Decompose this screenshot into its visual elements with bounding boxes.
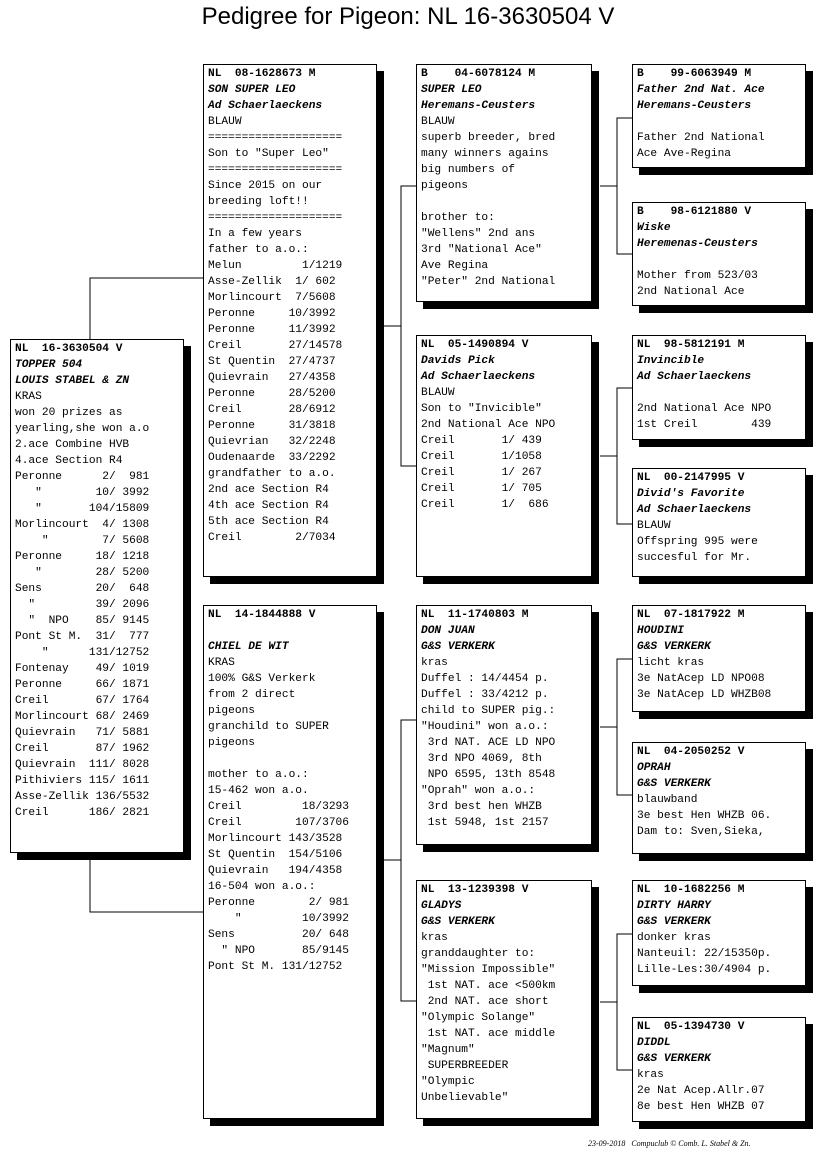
info-line: Creil 2/7034 <box>208 532 336 544</box>
info-line: Creil 1/ 686 <box>421 499 549 511</box>
info-line: donker kras <box>637 932 711 944</box>
pigeon-name: HOUDINI <box>637 625 684 637</box>
info-line: grandfather to a.o. <box>208 468 336 480</box>
info-line: Asse-Zellik 136/5532 <box>15 791 150 803</box>
breeder-name: G&S VERKERK <box>421 916 495 928</box>
info-line: granchild to SUPER <box>208 721 329 733</box>
info-line: 4th ace Section R4 <box>208 500 329 512</box>
ring-number: NL 10-1682256 M <box>637 884 745 896</box>
pigeon-card-dam-dam <box>416 880 592 1119</box>
ring-number: NL 07-1817922 M <box>637 609 745 621</box>
breeder-name: Heremans-Ceusters <box>421 100 536 112</box>
ring-number: NL 13-1239398 V <box>421 884 529 896</box>
info-line: Pithiviers 115/ 1611 <box>15 775 150 787</box>
info-line: Unbelievable" <box>421 1092 509 1104</box>
info-line: Peronne 18/ 1218 <box>15 551 150 563</box>
info-line: 1st NAT. ace middle <box>421 1028 556 1040</box>
info-line: "Magnum" <box>421 1044 475 1056</box>
ring-number: NL 05-1490894 V <box>421 339 529 351</box>
info-line: father to a.o.: <box>208 244 309 256</box>
pigeon-card-sds <box>632 335 806 440</box>
info-line: Mother from 523/03 <box>637 270 758 282</box>
pigeon-card-sire <box>203 64 377 577</box>
info-line: 2nd NAT. ace short <box>421 996 549 1008</box>
info-line: kras <box>421 657 448 669</box>
info-line <box>637 114 801 130</box>
info-line: Dam to: Sven,Sieka, <box>637 826 765 838</box>
info-line <box>208 751 372 767</box>
info-line: yearling,she won a.o <box>15 423 150 435</box>
info-line: Melun 1/1219 <box>208 260 343 272</box>
page-title: Pedigree for Pigeon: NL 16-3630504 V <box>201 3 615 30</box>
pigeon-card-subject <box>10 339 184 853</box>
info-line: 2nd National Ace NPO <box>421 419 556 431</box>
info-line: 2nd National Ace <box>637 286 745 298</box>
info-line: Peronne 2/ 981 <box>208 897 349 909</box>
info-line: Sens 20/ 648 <box>208 929 349 941</box>
info-line: Creil 1/ 705 <box>421 483 542 495</box>
ring-number: NL 98-5812191 M <box>637 339 745 351</box>
info-line: Quievrain 194/4358 <box>208 865 343 877</box>
pigeon-card-ddd <box>632 1017 806 1122</box>
ring-number: B 04-6078124 M <box>421 68 536 80</box>
info-line: breeding loft!! <box>208 196 309 208</box>
breeder-name: LOUIS STABEL & ZN <box>15 375 130 387</box>
info-line: Morlincourt 68/ 2469 <box>15 711 150 723</box>
info-line: 3e best Hen WHZB 06. <box>637 810 772 822</box>
pigeon-name: SUPER LEO <box>421 84 482 96</box>
info-line: "Peter" 2nd National <box>421 276 556 288</box>
pigeon-name: Davids Pick <box>421 355 495 367</box>
info-line: superb breeder, bred <box>421 132 556 144</box>
info-line: Sens 20/ 648 <box>15 583 150 595</box>
info-line: 3rd best hen WHZB <box>421 801 542 813</box>
info-line: Quievrian 32/2248 <box>208 436 336 448</box>
info-line: Offspring 995 were <box>637 536 758 548</box>
info-line: 3rd NPO 4069, 8th <box>421 753 542 765</box>
info-line: "Houdini" won a.o.: <box>421 721 549 733</box>
info-line: Creil 28/6912 <box>208 404 336 416</box>
info-line: St Quentin 154/5106 <box>208 849 343 861</box>
info-line: "Wellens" 2nd ans <box>421 228 536 240</box>
info-line <box>637 385 801 401</box>
info-line: " 10/3992 <box>208 913 349 925</box>
info-line: "Olympic <box>421 1076 475 1088</box>
info-line: 3rd NAT. ACE LD NPO <box>421 737 556 749</box>
pigeon-name: Father 2nd Nat. Ace <box>637 84 765 96</box>
info-line: child to SUPER pig.: <box>421 705 556 717</box>
info-line: Creil 27/14578 <box>208 340 343 352</box>
info-line: granddaughter to: <box>421 948 536 960</box>
info-line: Creil 1/1058 <box>421 451 542 463</box>
info-line: ==================== <box>208 164 343 176</box>
pigeon-name: TOPPER 504 <box>15 359 83 371</box>
info-line: Creil 1/ 267 <box>421 467 542 479</box>
info-line: pigeons <box>208 737 255 749</box>
breeder-name: Heremenas-Ceusters <box>637 238 758 250</box>
info-line <box>637 252 801 268</box>
info-line: Pont St M. 131/12752 <box>208 961 343 973</box>
info-line: Morlincourt 7/5608 <box>208 292 336 304</box>
ring-number: NL 05-1394730 V <box>637 1021 745 1033</box>
info-line: mother to a.o.: <box>208 769 309 781</box>
pigeon-name: DIRTY HARRY <box>637 900 711 912</box>
pigeon-card-dam-sire <box>416 605 592 845</box>
info-line: Fontenay 49/ 1019 <box>15 663 150 675</box>
info-line: blauwband <box>637 794 698 806</box>
breeder-name: G&S VERKERK <box>637 641 711 653</box>
pigeon-card-dam <box>203 605 377 1119</box>
ring-number: NL 00-2147995 V <box>637 472 745 484</box>
info-line: licht kras <box>637 657 705 669</box>
breeder-name: G&S VERKERK <box>637 916 711 928</box>
info-line: KRAS <box>208 657 235 669</box>
info-line: Oudenaarde 33/2292 <box>208 452 336 464</box>
info-line: Quievrain 71/ 5881 <box>15 727 150 739</box>
pigeon-card-sire-dam <box>416 335 592 577</box>
ring-number: NL 14-1844888 V <box>208 609 316 621</box>
info-line: SUPERBREEDER <box>421 1060 509 1072</box>
info-line: 100% G&S Verkerk <box>208 673 316 685</box>
info-line: 3e NatAcep LD NPO08 <box>637 673 765 685</box>
footer-text: 23-09-2018 Compuclub © Comb. L. Stabel & Zn. <box>588 1139 751 1148</box>
pigeon-name: Divid's Favorite <box>637 488 745 500</box>
info-line: Creil 1/ 439 <box>421 435 542 447</box>
info-line: Morlincourt 4/ 1308 <box>15 519 150 531</box>
info-line: Ace Ave-Regina <box>637 148 731 160</box>
pigeon-name: SON SUPER LEO <box>208 84 296 96</box>
pigeon-name: OPRAH <box>637 762 671 774</box>
pigeon-card-sdd <box>632 468 806 577</box>
info-line: 1st Creil 439 <box>637 419 772 431</box>
ring-number: B 98-6121880 V <box>637 206 752 218</box>
info-line: " 104/15809 <box>15 503 150 515</box>
pigeon-name: Wiske <box>637 222 671 234</box>
info-line: Peronne 28/5200 <box>208 388 336 400</box>
pigeon-card-dds <box>632 880 806 986</box>
ring-number: NL 04-2050252 V <box>637 746 745 758</box>
info-line: Peronne 31/3818 <box>208 420 336 432</box>
info-line: 8e best Hen WHZB 07 <box>637 1101 765 1113</box>
info-line: " 28/ 5200 <box>15 567 150 579</box>
info-line: Duffel : 33/4212 p. <box>421 689 549 701</box>
info-line: In a few years <box>208 228 302 240</box>
info-line: Pont St M. 31/ 777 <box>15 631 150 643</box>
info-line: Peronne 2/ 981 <box>15 471 150 483</box>
info-line: Peronne 11/3992 <box>208 324 336 336</box>
info-line: Creil 67/ 1764 <box>15 695 150 707</box>
info-line: Lille-Les:30/4904 p. <box>637 964 772 976</box>
info-line: Creil 186/ 2821 <box>15 807 150 819</box>
breeder-name: CHIEL DE WIT <box>208 641 289 653</box>
breeder-name: Ad Schaerlaeckens <box>421 371 536 383</box>
breeder-name: Heremans-Ceusters <box>637 100 752 112</box>
info-line: kras <box>421 932 448 944</box>
pigeon-name: Invincible <box>637 355 705 367</box>
info-line: Peronne 10/3992 <box>208 308 336 320</box>
info-line: "Olympic Solange" <box>421 1012 536 1024</box>
info-line: 3rd "National Ace" <box>421 244 542 256</box>
info-line: Quievrain 27/4358 <box>208 372 336 384</box>
info-line: 16-504 won a.o.: <box>208 881 316 893</box>
info-line: 2nd National Ace NPO <box>637 403 772 415</box>
info-line: " 131/12752 <box>15 647 150 659</box>
info-line: Nanteuil: 22/15350p. <box>637 948 772 960</box>
info-line: from 2 direct <box>208 689 296 701</box>
info-line: Ave Regina <box>421 260 489 272</box>
info-line: succesful for Mr. <box>637 552 752 564</box>
info-line: pigeons <box>208 705 255 717</box>
info-line: Morlincourt 143/3528 <box>208 833 343 845</box>
info-line: brother to: <box>421 212 495 224</box>
info-line: 3e NatAcep LD WHZB08 <box>637 689 772 701</box>
info-line: " 7/ 5608 <box>15 535 150 547</box>
info-line: many winners agains <box>421 148 549 160</box>
info-line: " 39/ 2096 <box>15 599 150 611</box>
info-line: BLAUW <box>637 520 671 532</box>
ring-number: NL 08-1628673 M <box>208 68 316 80</box>
info-line <box>421 194 587 210</box>
info-line: 1st NAT. ace <500km <box>421 980 556 992</box>
info-line: Creil 107/3706 <box>208 817 349 829</box>
pigeon-card-sss <box>632 64 806 168</box>
info-line: BLAUW <box>421 116 455 128</box>
info-line: 4.ace Section R4 <box>15 455 123 467</box>
info-line: "Oprah" won a.o.: <box>421 785 536 797</box>
info-line: Son to "Super Leo" <box>208 148 329 160</box>
info-line: BLAUW <box>421 387 455 399</box>
info-line: " NPO 85/9145 <box>208 945 349 957</box>
breeder-name: Ad Schaerlaeckens <box>208 100 323 112</box>
pigeon-name <box>208 623 372 639</box>
ring-number: B 99-6063949 M <box>637 68 752 80</box>
info-line: 2.ace Combine HVB <box>15 439 130 451</box>
info-line: Son to "Invicible" <box>421 403 542 415</box>
info-line: 1st 5948, 1st 2157 <box>421 817 549 829</box>
info-line: Duffel : 14/4454 p. <box>421 673 549 685</box>
info-line: Creil 87/ 1962 <box>15 743 150 755</box>
breeder-name: Ad Schaerlaeckens <box>637 371 752 383</box>
info-line: 5th ace Section R4 <box>208 516 329 528</box>
info-line: pigeons <box>421 180 468 192</box>
info-line: kras <box>637 1069 664 1081</box>
info-line: Asse-Zellik 1/ 602 <box>208 276 336 288</box>
info-line: " NPO 85/ 9145 <box>15 615 150 627</box>
pigeon-name: DIDDL <box>637 1037 671 1049</box>
info-line: won 20 prizes as <box>15 407 123 419</box>
pigeon-card-sire-sire <box>416 64 592 302</box>
ring-number: NL 11-1740803 M <box>421 609 529 621</box>
pigeon-name: DON JUAN <box>421 625 475 637</box>
pigeon-card-dsd <box>632 742 806 854</box>
info-line: Father 2nd National <box>637 132 765 144</box>
ring-number: NL 16-3630504 V <box>15 343 123 355</box>
info-line: Quievrain 111/ 8028 <box>15 759 150 771</box>
info-line: 2e Nat Acep.Allr.07 <box>637 1085 765 1097</box>
info-line: ==================== <box>208 212 343 224</box>
info-line: " 10/ 3992 <box>15 487 150 499</box>
breeder-name: G&S VERKERK <box>421 641 495 653</box>
info-line: big numbers of <box>421 164 515 176</box>
breeder-name: G&S VERKERK <box>637 1053 711 1065</box>
info-line: ==================== <box>208 132 343 144</box>
info-line: 2nd ace Section R4 <box>208 484 329 496</box>
info-line: St Quentin 27/4737 <box>208 356 336 368</box>
info-line: 15-462 won a.o. <box>208 785 309 797</box>
info-line: Creil 18/3293 <box>208 801 349 813</box>
info-line: KRAS <box>15 391 42 403</box>
pigeon-card-dss <box>632 605 806 712</box>
pigeon-name: GLADYS <box>421 900 462 912</box>
info-line: Since 2015 on our <box>208 180 323 192</box>
info-line: Peronne 66/ 1871 <box>15 679 150 691</box>
breeder-name: G&S VERKERK <box>637 778 711 790</box>
pigeon-card-ssd <box>632 202 806 306</box>
breeder-name: Ad Schaerlaeckens <box>637 504 752 516</box>
info-line: NPO 6595, 13th 8548 <box>421 769 556 781</box>
info-line: BLAUW <box>208 116 242 128</box>
info-line: "Mission Impossible" <box>421 964 556 976</box>
